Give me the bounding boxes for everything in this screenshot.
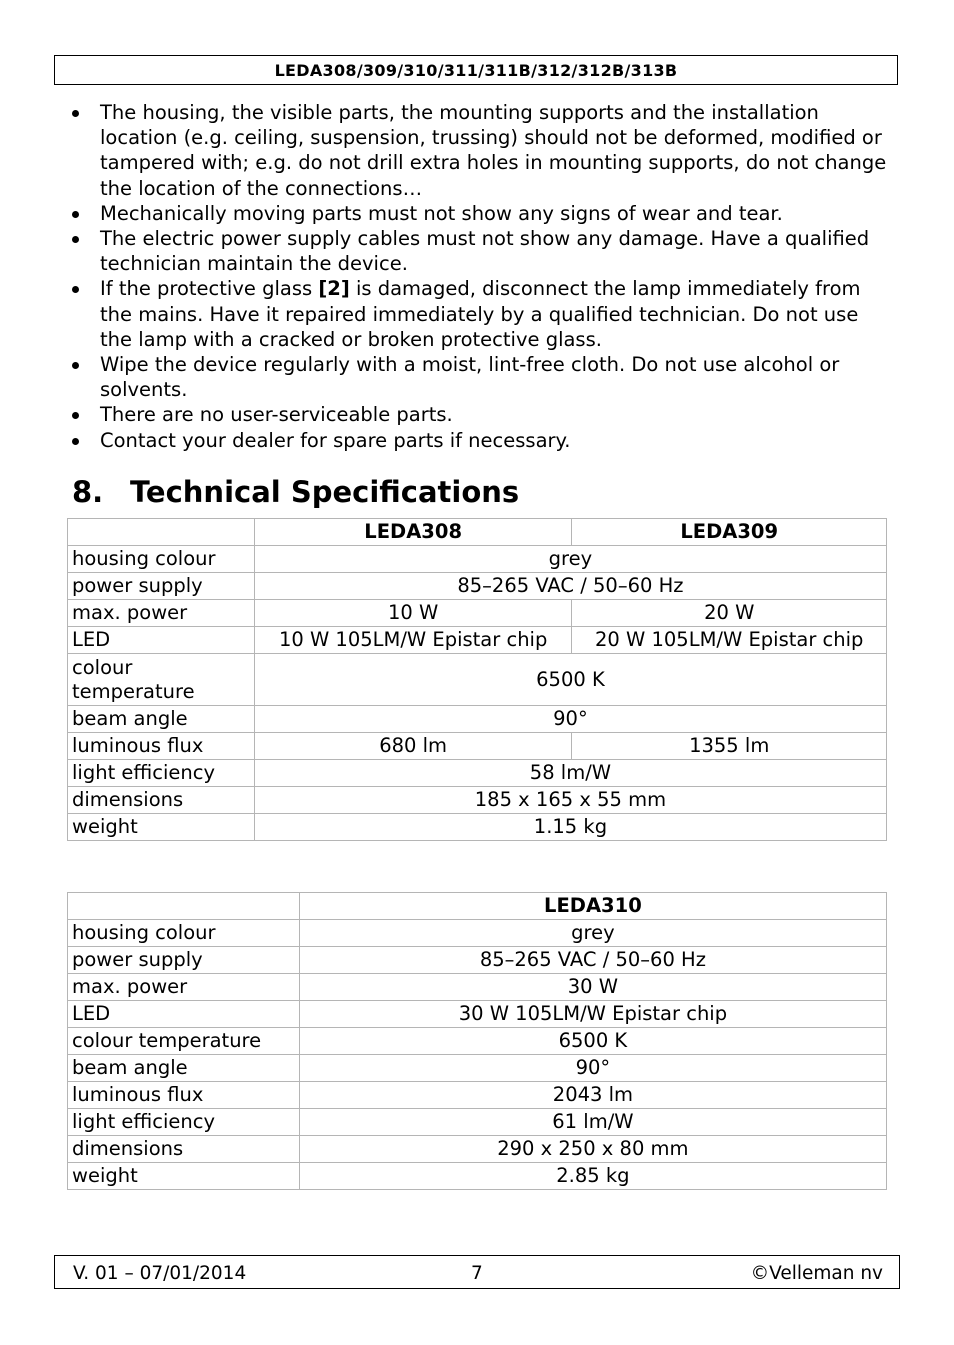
list-item	[70, 226, 890, 276]
table-row	[68, 706, 887, 733]
table-row	[68, 1136, 887, 1163]
table-row	[68, 787, 887, 814]
spec-value: 30 W	[299, 974, 886, 1001]
table-row	[68, 1109, 887, 1136]
bullet-icon	[72, 110, 79, 117]
spec-value: 10 W	[254, 600, 572, 627]
spec-label: max. power	[68, 974, 300, 1001]
list-item-text: Mechanically moving parts must not show any signs of wear and tear.	[100, 201, 783, 225]
table-corner-cell	[68, 893, 300, 920]
list-item-text: Contact your dealer for spare parts if necessary.	[100, 428, 571, 452]
table-row	[68, 760, 887, 787]
spec-value: 20 W 105LM/W Epistar chip	[572, 627, 887, 654]
bullet-icon	[72, 211, 79, 218]
spec-label: max. power	[68, 600, 255, 627]
table-row	[68, 600, 887, 627]
table-header-row	[68, 519, 887, 546]
model-header: LEDA310	[299, 893, 886, 920]
spec-value: 58 lm/W	[254, 760, 886, 787]
spec-value: 1355 lm	[572, 733, 887, 760]
list-item	[70, 201, 890, 226]
spec-label: colour temperature	[68, 1028, 300, 1055]
page-header	[54, 55, 898, 85]
spec-label: colour temperature	[68, 654, 255, 706]
spec-label: beam angle	[68, 1055, 300, 1082]
list-item-text-pre: If the protective glass	[100, 277, 319, 301]
footer-page-number: 7	[471, 1263, 483, 1284]
table-corner-cell	[68, 519, 255, 546]
bullet-icon	[72, 412, 79, 419]
spec-value: grey	[254, 546, 886, 573]
table-row	[68, 654, 887, 706]
table-row	[68, 920, 887, 947]
spec-label: dimensions	[68, 1136, 300, 1163]
table-row	[68, 1055, 887, 1082]
spec-value: 85–265 VAC / 50–60 Hz	[299, 947, 886, 974]
list-item-text: The electric power supply cables must not show any damage. Have a qualified technician maintain the device.	[100, 227, 870, 276]
spec-value: 85–265 VAC / 50–60 Hz	[254, 573, 886, 600]
table-row	[68, 1028, 887, 1055]
spec-label: housing colour	[68, 920, 300, 947]
spec-value: 10 W 105LM/W Epistar chip	[254, 627, 572, 654]
spec-label: dimensions	[68, 787, 255, 814]
table-row	[68, 1082, 887, 1109]
spec-value: 680 lm	[254, 733, 572, 760]
spec-value: 2043 lm	[299, 1082, 886, 1109]
spec-label: LED	[68, 1001, 300, 1028]
table-row	[68, 546, 887, 573]
table-row	[68, 573, 887, 600]
model-header: LEDA308	[254, 519, 572, 546]
spec-label: LED	[68, 627, 255, 654]
table-row	[68, 627, 887, 654]
spec-label: weight	[68, 814, 255, 841]
spec-value: 6500 K	[254, 654, 886, 706]
list-item	[70, 352, 890, 402]
spec-value: grey	[299, 920, 886, 947]
bullet-icon	[72, 236, 79, 243]
spec-label: beam angle	[68, 706, 255, 733]
spec-value: 185 x 165 x 55 mm	[254, 787, 886, 814]
header-model-line: LEDA308/309/310/311/311B/312/312B/313B	[274, 60, 678, 80]
list-item-text: The housing, the visible parts, the mounting supports and the installation location (e.g. ceiling, suspension, trussing) should not be deformed, modified or tampered with; e.g. do not drill extra holes in mounting supports, do not change the location of the connections…	[100, 101, 887, 200]
spec-label: power supply	[68, 947, 300, 974]
list-item-text-post: is damaged, disconnect the lamp immediately from the mains. Have it repaired immediately by a qualified technician. Do not use the lamp with a cracked or broken protective glass.	[100, 277, 861, 351]
maintenance-bullet-list	[70, 100, 890, 453]
bullet-icon	[72, 286, 79, 293]
footer-version: V. 01 – 07/01/2014	[73, 1263, 247, 1284]
spec-value: 290 x 250 x 80 mm	[299, 1136, 886, 1163]
list-item	[70, 276, 890, 352]
spec-value: 90°	[299, 1055, 886, 1082]
spec-label: weight	[68, 1163, 300, 1190]
spec-label: power supply	[68, 573, 255, 600]
spec-label: light efficiency	[68, 1109, 300, 1136]
list-item-text: Wipe the device regularly with a moist, lint-free cloth. Do not use alcohol or solvents.	[100, 353, 840, 402]
spec-value: 61 lm/W	[299, 1109, 886, 1136]
spec-value: 2.85 kg	[299, 1163, 886, 1190]
bullet-icon	[72, 362, 79, 369]
footer-copyright: ©Velleman nv	[750, 1263, 883, 1284]
spec-value: 6500 K	[299, 1028, 886, 1055]
section-heading	[72, 472, 519, 512]
spec-value: 90°	[254, 706, 886, 733]
figure-reference: [2]	[318, 277, 350, 301]
spec-label: housing colour	[68, 546, 255, 573]
spec-label: luminous flux	[68, 1082, 300, 1109]
table-row	[68, 1163, 887, 1190]
bullet-icon	[72, 438, 79, 445]
page-footer	[54, 1255, 900, 1289]
list-item	[70, 428, 890, 453]
list-item-text: There are no user-serviceable parts.	[100, 403, 453, 427]
table-row	[68, 814, 887, 841]
table-header-row	[68, 893, 887, 920]
spec-table-leda308-309	[67, 518, 887, 841]
section-title: Technical Specifications	[130, 475, 520, 509]
list-item	[70, 402, 890, 427]
spec-label: light efficiency	[68, 760, 255, 787]
table-row	[68, 1001, 887, 1028]
spec-value: 30 W 105LM/W Epistar chip	[299, 1001, 886, 1028]
spec-table-leda310	[67, 892, 887, 1190]
spec-value: 20 W	[572, 600, 887, 627]
table-row	[68, 947, 887, 974]
table-row	[68, 974, 887, 1001]
table-row	[68, 733, 887, 760]
section-number: 8.	[72, 475, 104, 509]
spec-label: luminous flux	[68, 733, 255, 760]
spec-value: 1.15 kg	[254, 814, 886, 841]
list-item	[70, 100, 890, 201]
model-header: LEDA309	[572, 519, 887, 546]
